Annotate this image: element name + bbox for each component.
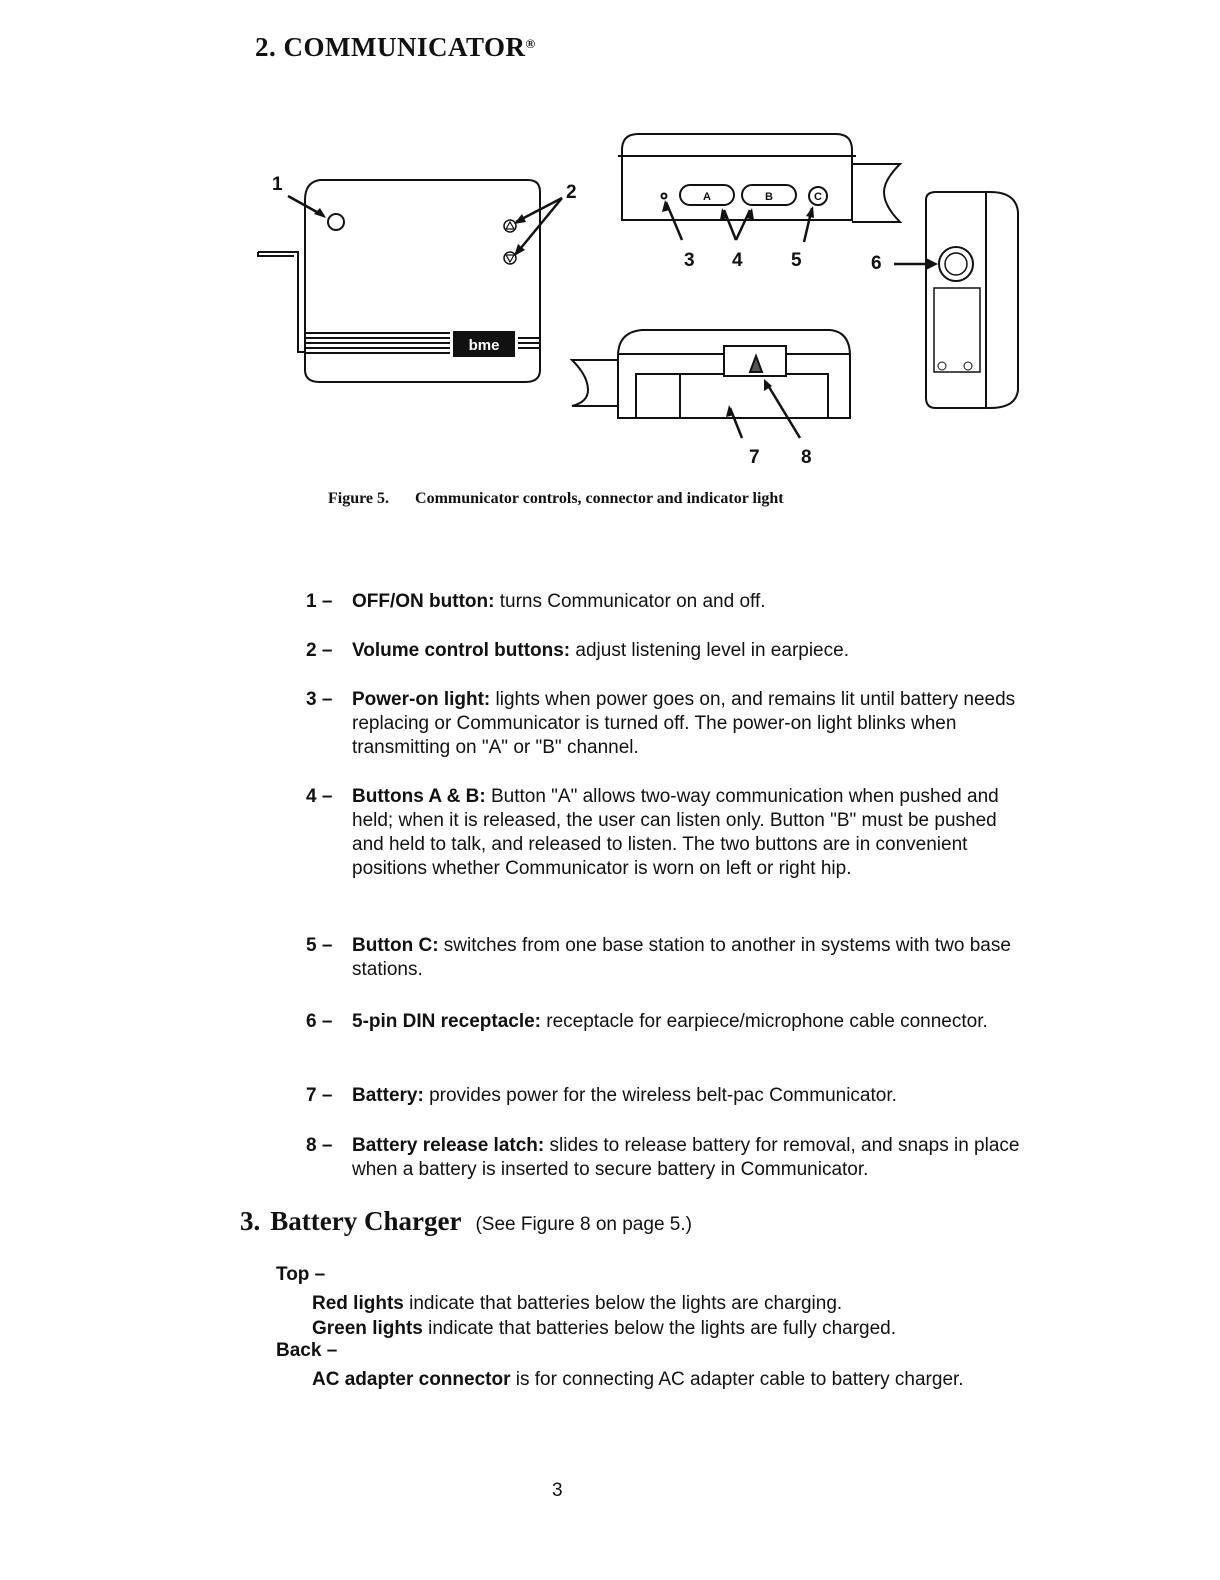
list-item: 7 – Battery: provides power for the wireless belt-pac Communicator. <box>306 1085 897 1106</box>
list-item: 4 – Buttons A & B: Button "A" allows two-way communication when pushed and held; when it is released, the user can listen only. Button "B" must be pushed and held to talk, and released to listen. The two buttons are in convenient positions whether Communicator is worn on left or right hip. <box>306 786 999 879</box>
callout-1: 1 <box>272 174 283 195</box>
list-item: 8 – Battery release latch: slides to release battery for removal, and snaps in place when a battery is inserted to secure battery in Communicator. <box>306 1135 1020 1180</box>
off-on-button <box>328 214 344 230</box>
list-item: 2 – Volume control buttons: adjust listening level in earpiece. <box>306 640 849 661</box>
power-on-light <box>662 194 667 199</box>
section-2-title: COMMUNICATOR <box>283 32 526 62</box>
button-b-label: B <box>765 191 773 203</box>
callout-5: 5 <box>791 250 802 271</box>
page-number: 3 <box>552 1480 563 1501</box>
list-item: 5 – Button C: switches from one base station to another in systems with two base stations. <box>306 935 1011 980</box>
back-label: Back – <box>276 1340 338 1361</box>
figure-caption <box>328 490 784 508</box>
list-item: 1 – OFF/ON button: turns Communicator on and off. <box>306 591 766 612</box>
side-view <box>926 192 1018 408</box>
din-receptacle-icon <box>939 247 973 281</box>
section-2-heading <box>255 32 536 63</box>
registered-mark: ® <box>525 36 536 51</box>
bme-logo: bme <box>468 337 500 354</box>
callout-2: 2 <box>566 182 577 203</box>
top-line-red: Red lights indicate that batteries below the lights are charging. <box>312 1293 843 1314</box>
top-view <box>618 134 900 222</box>
section-3-reference: (See Figure 8 on page 5.) <box>475 1214 692 1235</box>
callout-8: 8 <box>801 447 812 468</box>
callout-4: 4 <box>732 250 743 271</box>
button-a-label: A <box>703 191 711 203</box>
button-c-label: C <box>814 191 822 203</box>
callout-7: 7 <box>749 447 760 468</box>
list-item: 6 – 5-pin DIN receptacle: receptacle for earpiece/microphone cable connector. <box>306 1011 988 1032</box>
callout-3: 3 <box>684 250 695 271</box>
section-3-heading <box>240 1206 692 1237</box>
back-line-ac: AC adapter connector is for connecting AC adapter cable to battery charger. <box>312 1369 964 1390</box>
top-line-green: Green lights indicate that batteries below the lights are fully charged. <box>312 1318 897 1339</box>
callout-arrows <box>288 196 934 438</box>
figure-caption-text: Communicator controls, connector and indicator light <box>415 490 784 507</box>
section-3-title: Battery Charger <box>270 1206 462 1236</box>
bottom-view <box>572 330 850 418</box>
list-item: 3 – Power-on light: lights when power goes on, and remains lit until battery needs replacing or Communicator is turned off. The power-on light blinks when transmitting on "A" or "B" channel. <box>306 689 1016 758</box>
top-label: Top – <box>276 1264 326 1285</box>
section-3-number: 3. <box>240 1206 261 1236</box>
communicator-figure <box>250 120 1030 480</box>
callout-6: 6 <box>871 253 882 274</box>
figure-caption-label: Figure 5. <box>328 490 390 507</box>
section-2-number: 2. <box>255 32 277 62</box>
